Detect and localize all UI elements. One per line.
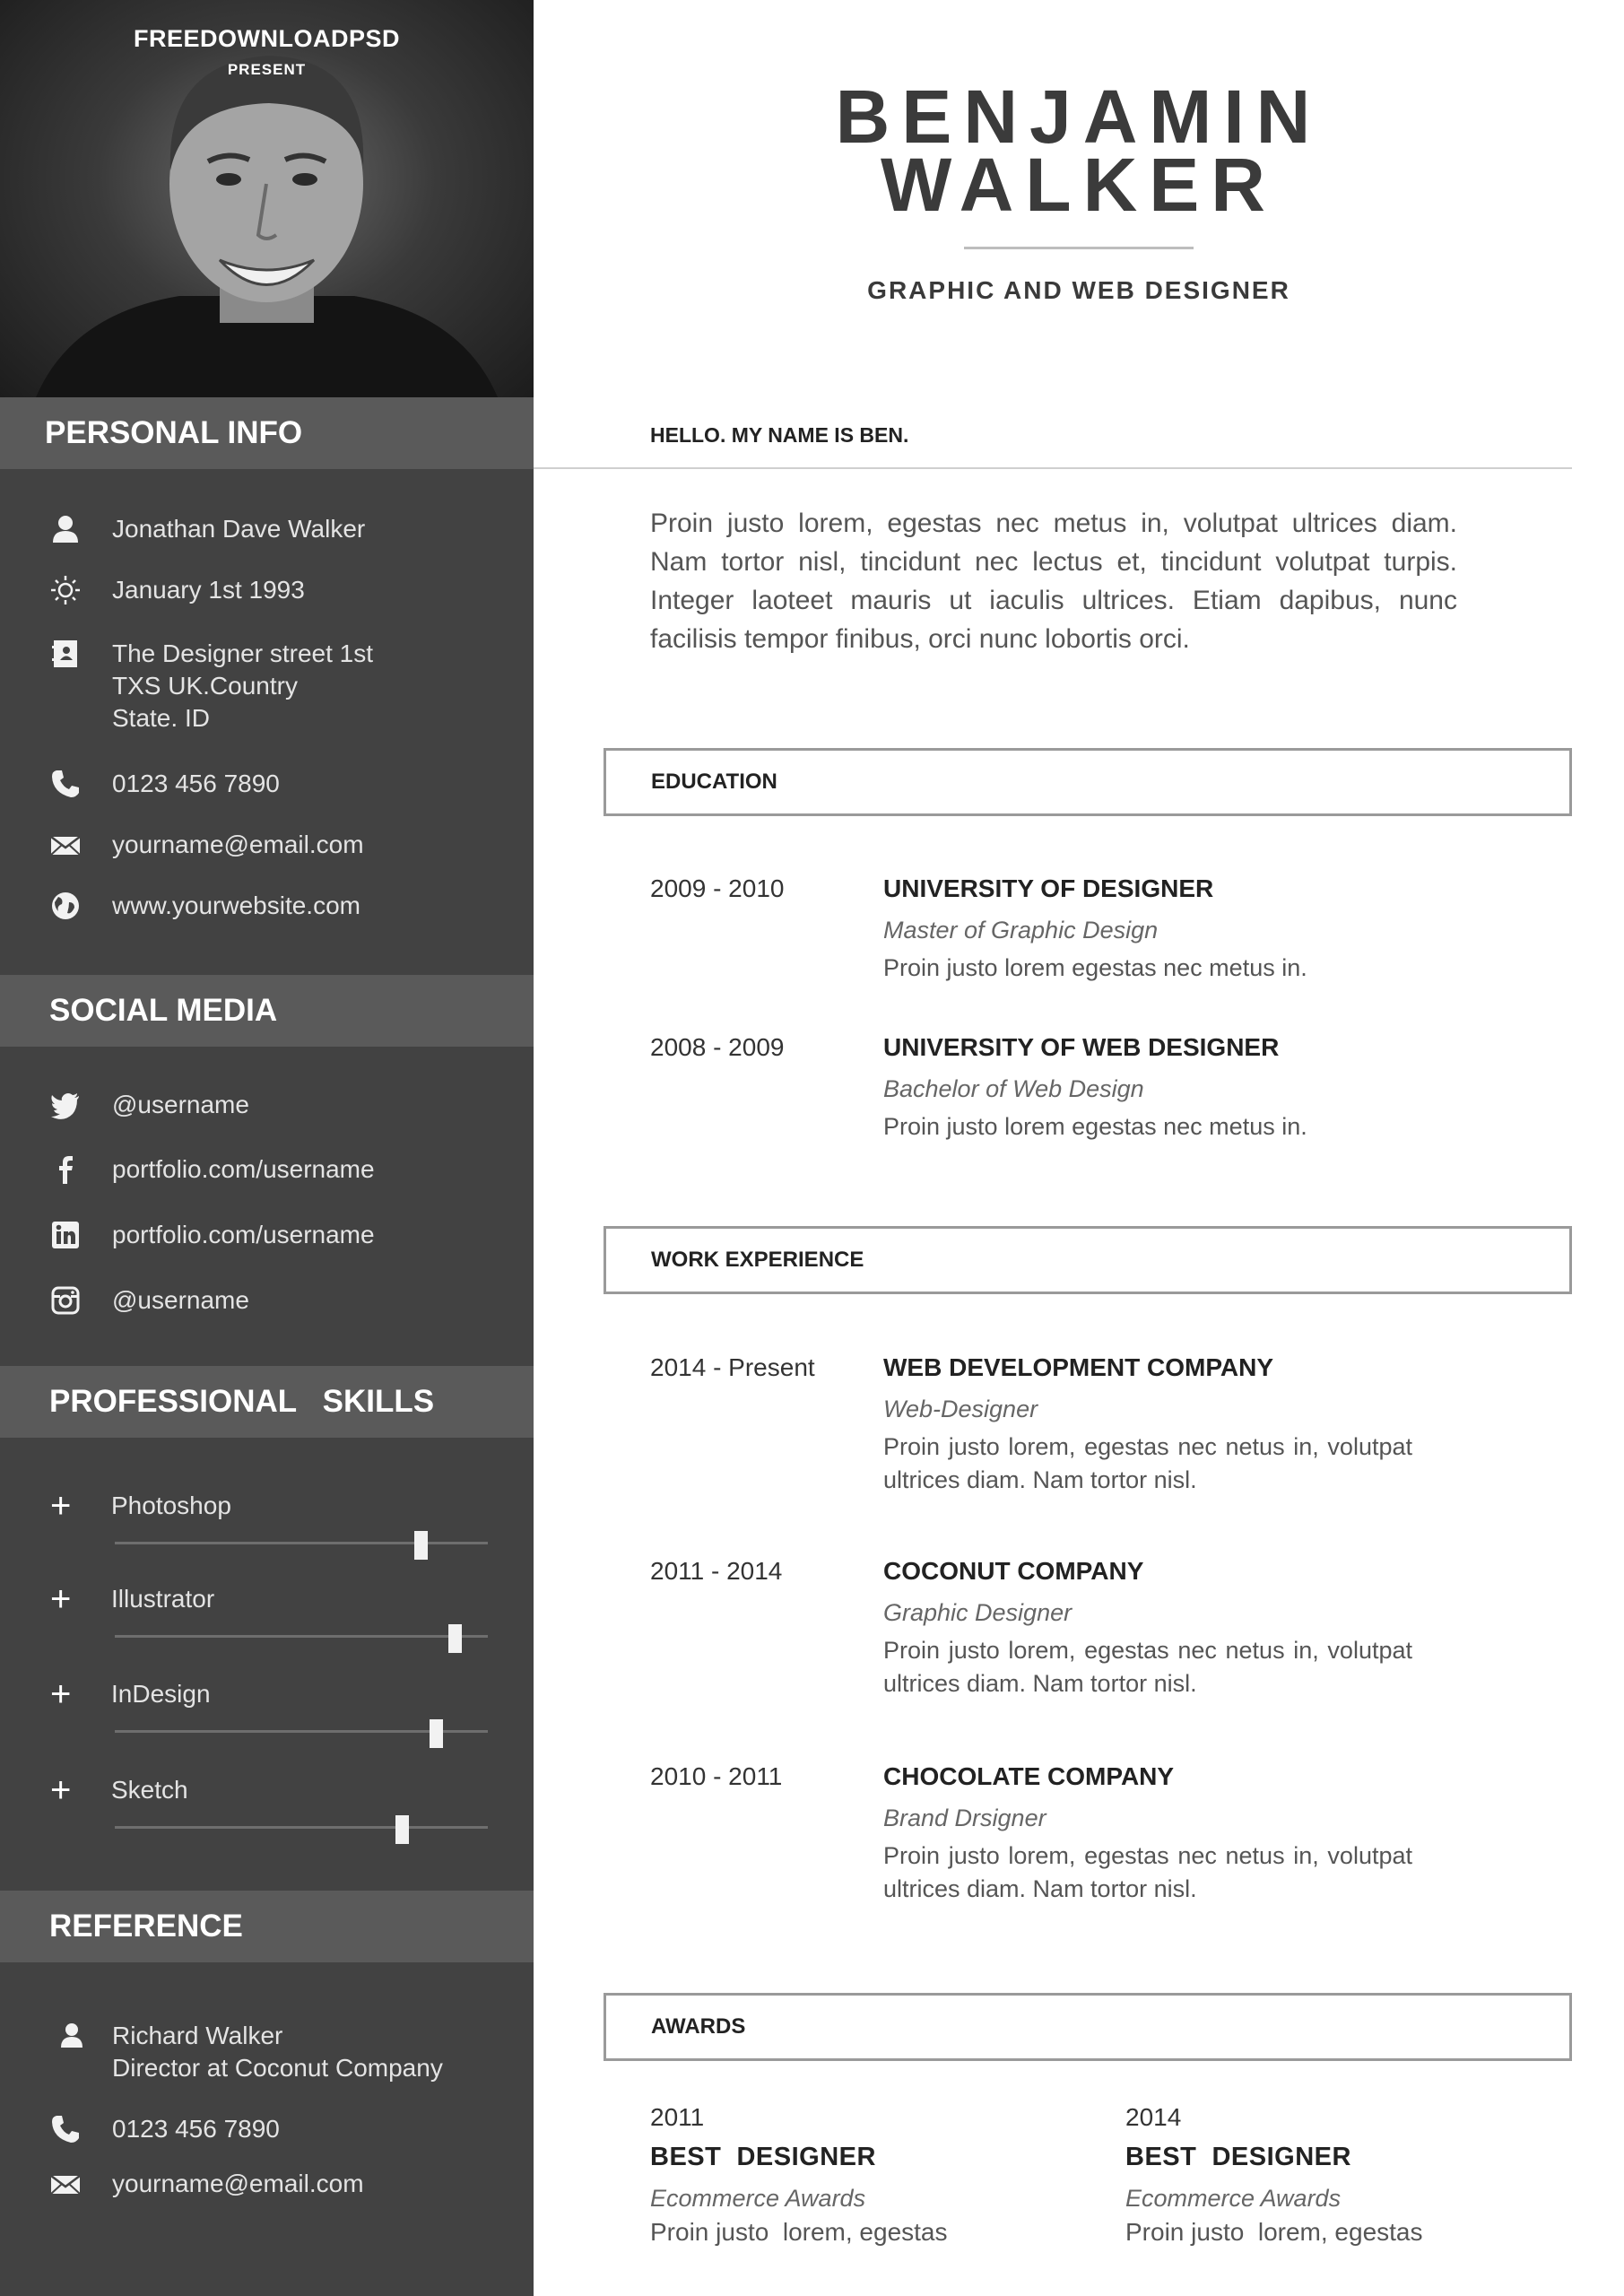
last-name: WALKER	[881, 143, 1277, 227]
skill-level-knob	[448, 1624, 462, 1653]
info-website-text: www.yourwebsite.com	[112, 891, 360, 919]
entry-desc: Proin justo lorem egestas nec metus in.	[883, 1113, 1307, 1140]
awards-heading: AWARDS	[604, 1993, 1572, 2061]
entry-years: 2014 - Present	[650, 1353, 815, 1381]
about-heading: HELLO. MY NAME IS BEN.	[650, 423, 909, 447]
entry-org: COCONUT COMPANY	[883, 1557, 1144, 1585]
award-org: Ecommerce Awards	[1125, 2185, 1342, 2212]
sidebar	[0, 0, 534, 2296]
award-item	[1125, 2103, 1574, 2247]
reference-phone-text: 0123 456 7890	[112, 2115, 280, 2143]
plus-icon: +	[50, 1579, 72, 1619]
facebook-icon	[49, 1153, 82, 1186]
entry-role: Brand Drsigner	[883, 1805, 1046, 1831]
skill-track	[115, 1635, 488, 1638]
award-name: BEST DESIGNER	[650, 2143, 876, 2171]
social-instagram-text: @username	[112, 1286, 249, 1314]
entry-desc: Proin justo lorem, egestas nec netus in, volutpat ultrices diam. Nam tortor nisl.	[883, 1637, 1412, 1697]
info-phone-text: 0123 456 7890	[112, 770, 280, 797]
info-address-text: The Designer street 1st TXS UK.Country State. ID	[112, 639, 374, 732]
instagram-icon	[49, 1284, 82, 1317]
first-name: BENJAMIN	[835, 74, 1323, 159]
skills-heading: PROFESSIONAL SKILLS	[0, 1366, 534, 1438]
about-divider	[534, 467, 1572, 469]
main-content	[534, 0, 1624, 2296]
info-birthday-text: January 1st 1993	[112, 576, 305, 604]
title-divider	[964, 247, 1194, 249]
envelope-icon	[49, 2168, 82, 2200]
user-icon	[49, 513, 82, 545]
entry-role: Web-Designer	[883, 1396, 1038, 1422]
address-book-icon	[49, 638, 82, 670]
education-heading: EDUCATION	[604, 748, 1572, 816]
entry-org: WEB DEVELOPMENT COMPANY	[883, 1353, 1274, 1381]
brand-logo: FREEDOWNLOADPSD	[134, 25, 400, 52]
social-twitter-text: @username	[112, 1091, 249, 1118]
job-title: GRAPHIC AND WEB DESIGNER	[867, 276, 1290, 304]
award-year: 2011	[650, 2103, 705, 2131]
entry-org: CHOCOLATE COMPANY	[883, 1762, 1175, 1790]
award-org: Ecommerce Awards	[650, 2185, 866, 2212]
social-linkedin-text: portfolio.com/username	[112, 1221, 375, 1248]
reference-email-text: yourname@email.com	[112, 2170, 364, 2197]
work-heading: WORK EXPERIENCE	[604, 1226, 1572, 1294]
skill-name: Sketch	[111, 1776, 188, 1804]
envelope-icon	[49, 829, 82, 861]
entry-years: 2011 - 2014	[650, 1557, 783, 1585]
skill-name: Illustrator	[111, 1585, 215, 1613]
skill-level-knob	[414, 1531, 428, 1560]
entry-desc: Proin justo lorem egestas nec metus in.	[883, 954, 1307, 981]
info-email-text: yourname@email.com	[112, 831, 364, 858]
award-name: BEST DESIGNER	[1125, 2143, 1351, 2171]
personal-info-heading: PERSONAL INFO	[0, 397, 534, 469]
award-desc: Proin justo lorem, egestas	[650, 2218, 948, 2246]
entry-role: Master of Graphic Design	[883, 917, 1159, 944]
skill-track	[115, 1826, 488, 1829]
entry-years: 2008 - 2009	[650, 1033, 785, 1061]
brand-subtitle: PRESENT	[227, 61, 307, 78]
plus-icon: +	[50, 1770, 72, 1810]
globe-icon	[49, 890, 82, 922]
info-name-text: Jonathan Dave Walker	[112, 515, 366, 543]
profile-photo	[0, 0, 534, 397]
user-icon	[56, 2020, 88, 2052]
award-year: 2014	[1125, 2103, 1182, 2131]
reference-name-text: Richard Walker Director at Coconut Company	[112, 2022, 443, 2082]
skill-level-knob	[430, 1719, 443, 1748]
plus-icon: +	[50, 1674, 72, 1714]
skill-track	[115, 1542, 488, 1544]
portrait-illustration	[0, 0, 534, 397]
about-text: Proin justo lorem, egestas nec metus in, volutpat ultrices diam. Nam tortor nisl, tincidunt nec lectus et, tincidunt volutpat turpis. Integer laoteet mauris ut iaculis ultrices. Etiam dapibus, nunc facilisis tempor finibus, orci nunc lobortis orci.	[650, 509, 1457, 654]
award-item	[650, 2103, 1099, 2247]
skill-level-knob	[395, 1815, 409, 1844]
entry-org: UNIVERSITY OF DESIGNER	[883, 874, 1214, 902]
social-facebook-text: portfolio.com/username	[112, 1155, 375, 1183]
phone-icon	[49, 768, 82, 800]
award-desc: Proin justo lorem, egestas	[1125, 2218, 1423, 2246]
entry-years: 2010 - 2011	[650, 1762, 783, 1790]
entry-desc: Proin justo lorem, egestas nec netus in, volutpat ultrices diam. Nam tortor nisl.	[883, 1842, 1412, 1902]
entry-role: Bachelor of Web Design	[883, 1075, 1144, 1102]
entry-org: UNIVERSITY OF WEB DESIGNER	[883, 1033, 1280, 1061]
twitter-icon	[49, 1089, 82, 1121]
social-media-heading: SOCIAL MEDIA	[0, 975, 534, 1047]
entry-role: Graphic Designer	[883, 1599, 1073, 1626]
linkedin-icon	[49, 1219, 82, 1251]
reference-heading: REFERENCE	[0, 1891, 534, 1962]
entry-desc: Proin justo lorem, egestas nec netus in, volutpat ultrices diam. Nam tortor nisl.	[883, 1433, 1412, 1493]
plus-icon: +	[50, 1486, 72, 1526]
entry-years: 2009 - 2010	[650, 874, 785, 902]
sun-icon	[49, 574, 82, 606]
skill-name: InDesign	[111, 1680, 211, 1708]
phone-icon	[49, 2113, 82, 2145]
skill-name: Photoshop	[111, 1492, 231, 1519]
